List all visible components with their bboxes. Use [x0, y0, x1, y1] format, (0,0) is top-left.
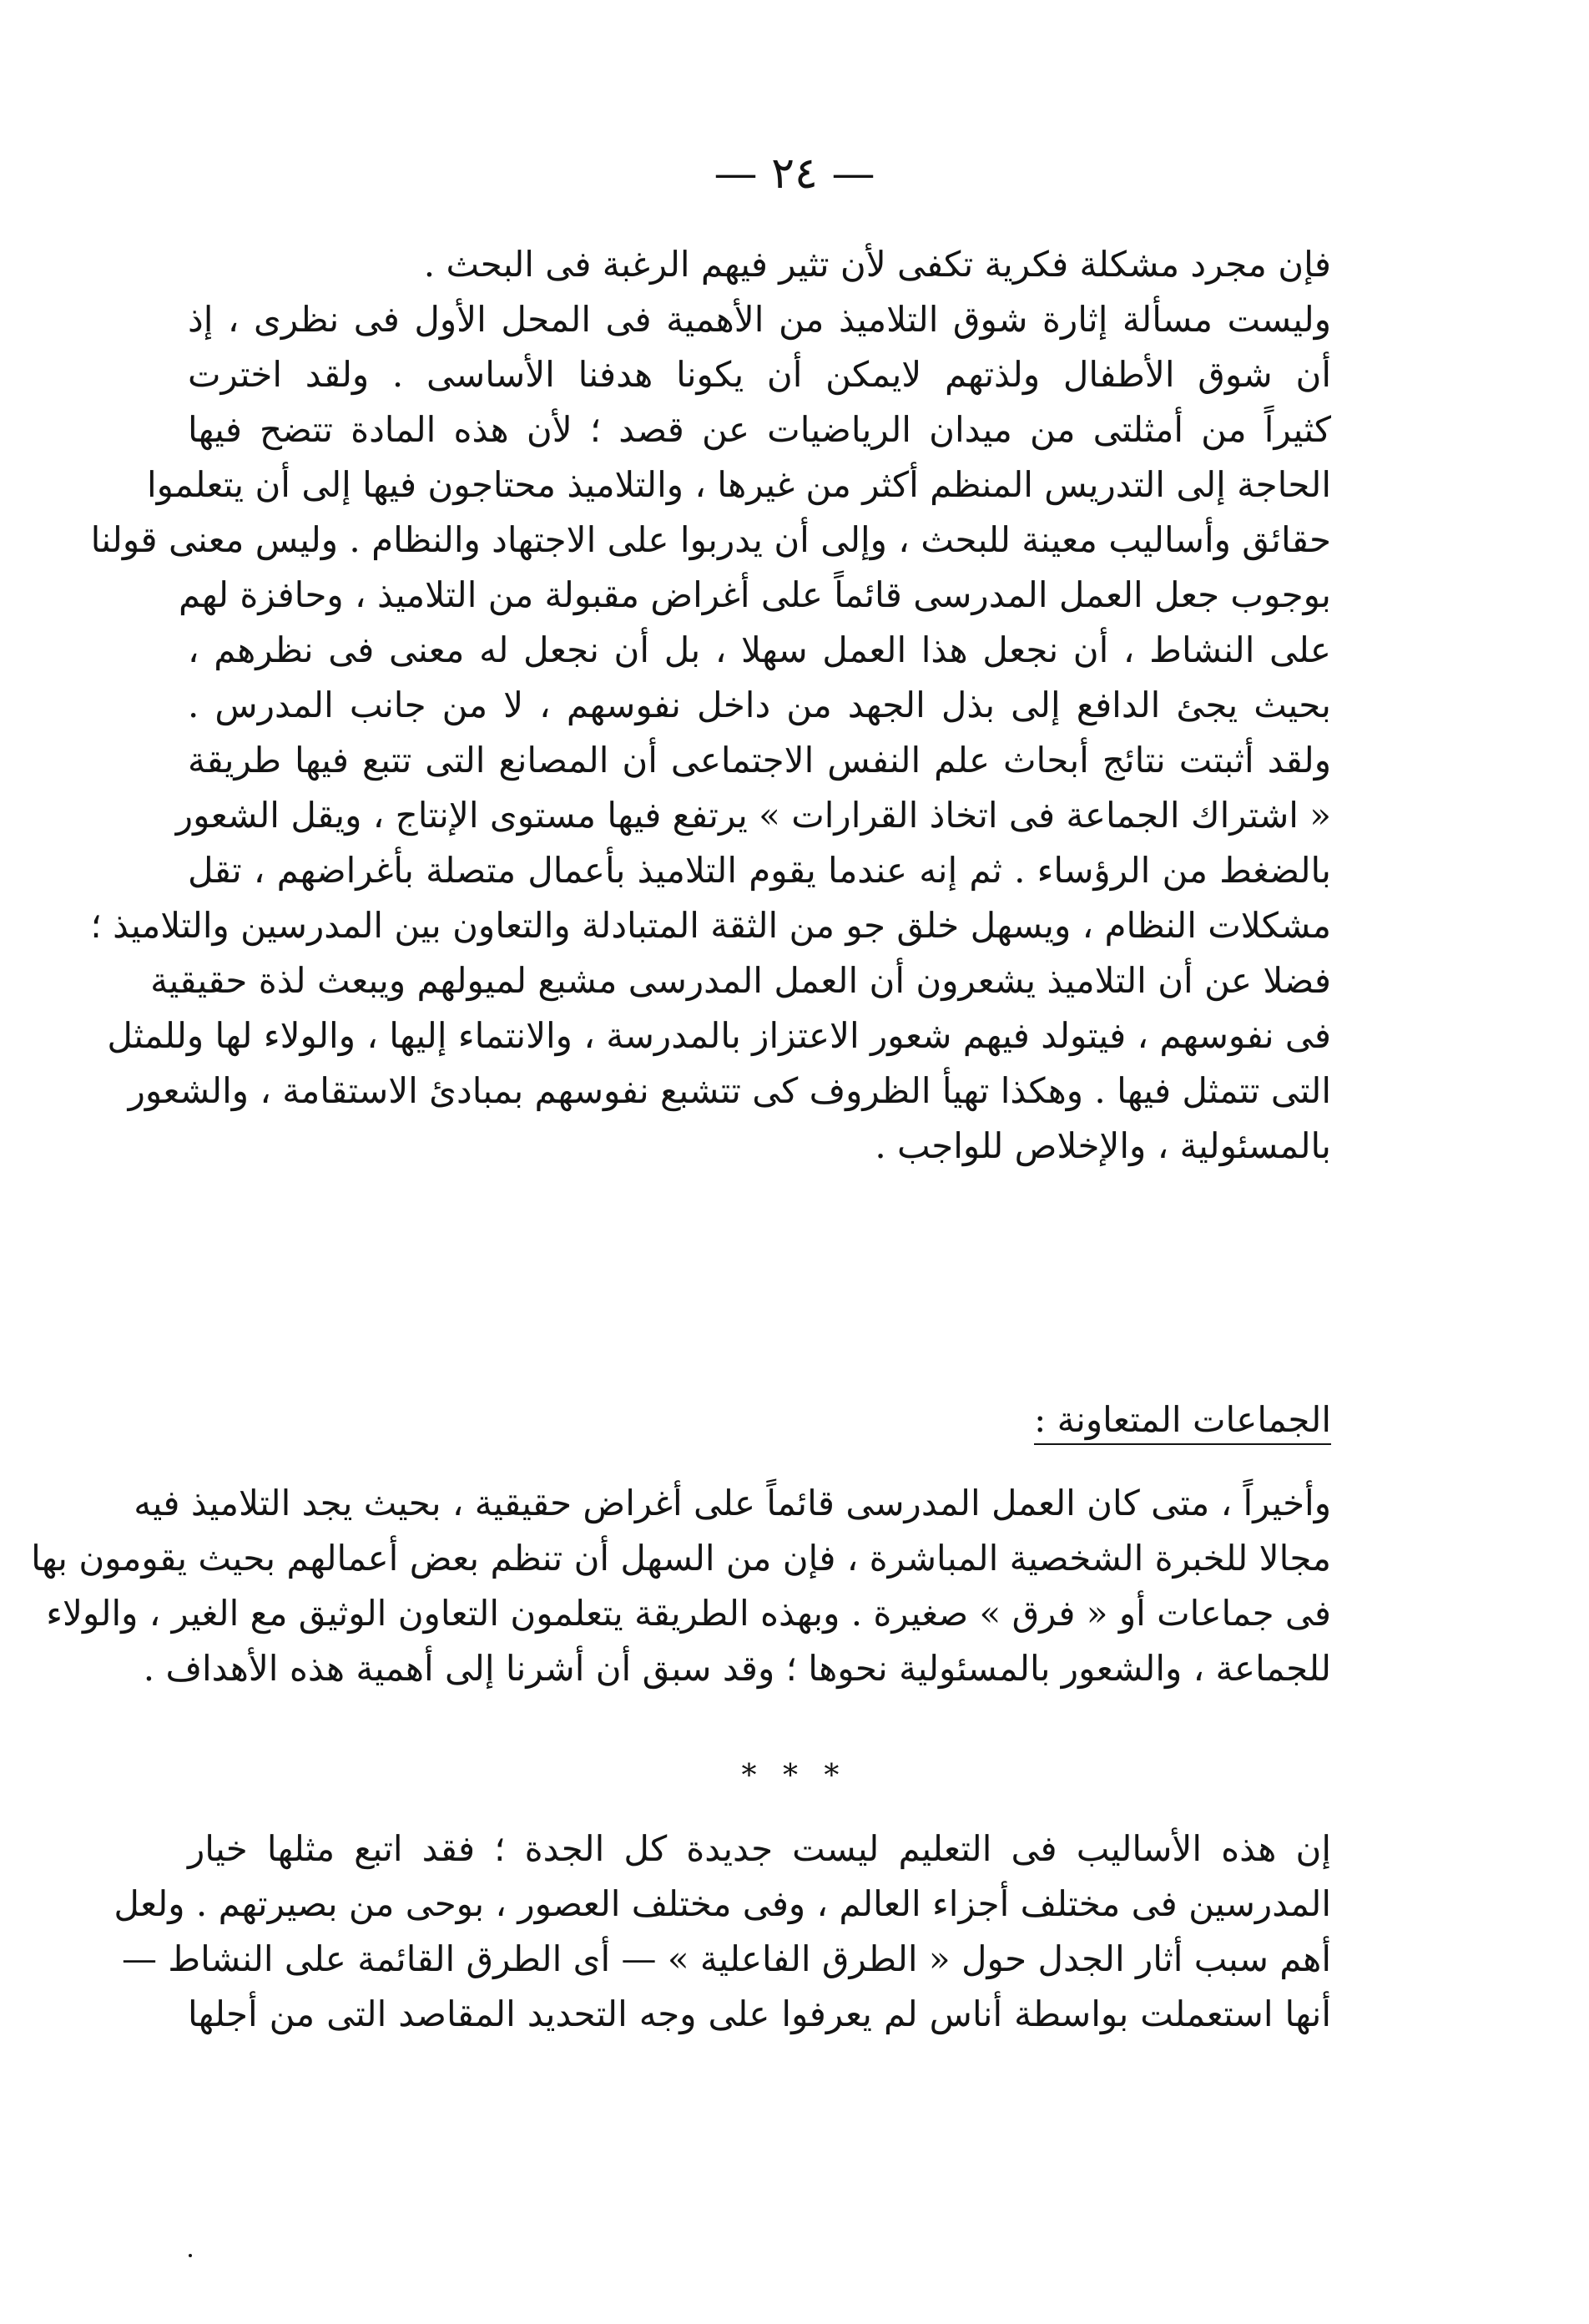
section-heading — [188, 1392, 1331, 1447]
text-line: بالمسئولية ، والإخلاص للواجب . — [875, 1125, 1331, 1166]
text-line: وليست مسألة إثارة شوق التلاميذ من الأهمية فى المحل الأول فى نظرى ، إذ — [188, 299, 1331, 340]
text-line: مجالا للخبرة الشخصية المباشرة ، فإن من السهل أن تنظم بعض أعمالهم بحيث يقومون بها — [31, 1538, 1331, 1579]
section-separator: * * * — [741, 1759, 848, 1793]
text-line: إن هذه الأساليب فى التعليم ليست جديدة كل الجدة ؛ فقد اتبع مثلها خيار — [188, 1828, 1331, 1869]
paragraph-block-2 — [31, 1476, 1331, 1696]
text-line: حقائق وأساليب معينة للبحث ، وإلى أن يدربوا على الاجتهاد والنظام . وليس معنى قولنا — [90, 519, 1331, 560]
text-line: المدرسين فى مختلف أجزاء العالم ، وفى مختلف العصور ، بوحى من بصيرتهم . ولعل — [114, 1883, 1331, 1924]
text-line: كثيراً من أمثلتى من ميدان الرياضيات عن قصد ؛ لأن هذه المادة تتضح فيها — [188, 409, 1331, 450]
text-line: « اشتراك الجماعة فى اتخاذ القرارات » يرتفع فيها مستوى الإنتاج ، ويقل الشعور — [175, 795, 1331, 836]
text-line: ولقد أثبتت نتائج أبحاث علم النفس الاجتماعى أن المصانع التى تتبع فيها طريقة — [188, 740, 1331, 781]
text-line: بالضغط من الرؤساء . ثم إنه عندما يقوم التلاميذ بأعمال متصلة بأغراضهم ، تقل — [188, 850, 1331, 891]
paragraph-block-1 — [90, 237, 1331, 1174]
text-line: بوجوب جعل العمل المدرسى قائماً على أغراض مقبولة من التلاميذ ، وحافزة لهم — [178, 574, 1331, 615]
page-number: — ٢٤ — — [714, 149, 875, 199]
print-speck — [189, 2254, 192, 2257]
text-line: أنها استعملت بواسطة أناس لم يعرفوا على وجه التحديد المقاصد التى من أجلها — [188, 1993, 1331, 2034]
text-line: الحاجة إلى التدريس المنظم أكثر من غيرها ، والتلاميذ محتاجون فيها إلى أن يتعلموا — [146, 464, 1331, 505]
text-line: مشكلات النظام ، ويسهل خلق جو من الثقة المتبادلة والتعاون بين المدرسين والتلاميذ ؛ — [90, 905, 1331, 946]
text-line: فإن مجرد مشكلة فكرية تكفى لأن تثير فيهم الرغبة فى البحث . — [423, 244, 1331, 285]
text-line: فضلا عن أن التلاميذ يشعرون أن العمل المدرسى مشبع لميولهم ويبعث لذة حقيقية — [150, 960, 1331, 1001]
text-line: أن شوق الأطفال ولذتهم لايمكن أن يكونا هدفنا الأساسى . ولقد اخترت — [188, 354, 1331, 395]
text-line: فى نفوسهم ، فيتولد فيهم شعور الاعتزاز بالمدرسة ، والانتماء إليها ، والولاء لها وللمثل — [107, 1015, 1331, 1056]
text-line: وأخيراً ، متى كان العمل المدرسى قائماً على أغراض حقيقية ، بحيث يجد التلاميذ فيه — [134, 1483, 1331, 1523]
text-line: فى جماعات أو « فرق » صغيرة . وبهذه الطريقة يتعلمون التعاون الوثيق مع الغير ، والولاء — [46, 1593, 1331, 1634]
paragraph-block-3 — [114, 1821, 1331, 2042]
text-line: التى تتمثل فيها . وهكذا تهيأ الظروف كى تتشبع نفوسهم بمبادئ الاستقامة ، والشعور — [128, 1070, 1331, 1111]
section-heading-text: الجماعات المتعاونة : — [1034, 1399, 1331, 1445]
text-line: على النشاط ، أن نجعل هذا العمل سهلا ، بل أن نجعل له معنى فى نظرهم ، — [188, 629, 1331, 670]
text-line: للجماعة ، والشعور بالمسئولية نحوها ؛ وقد سبق أن أشرنا إلى أهمية هذه الأهداف . — [143, 1648, 1331, 1689]
text-line: أهم سبب أثار الجدل حول « الطرق الفاعلية » — أى الطرق القائمة على النشاط — — [121, 1938, 1331, 1979]
text-line: بحيث يجئ الدافع إلى بذل الجهد من داخل نفوسهم ، لا من جانب المدرس . — [188, 685, 1331, 725]
